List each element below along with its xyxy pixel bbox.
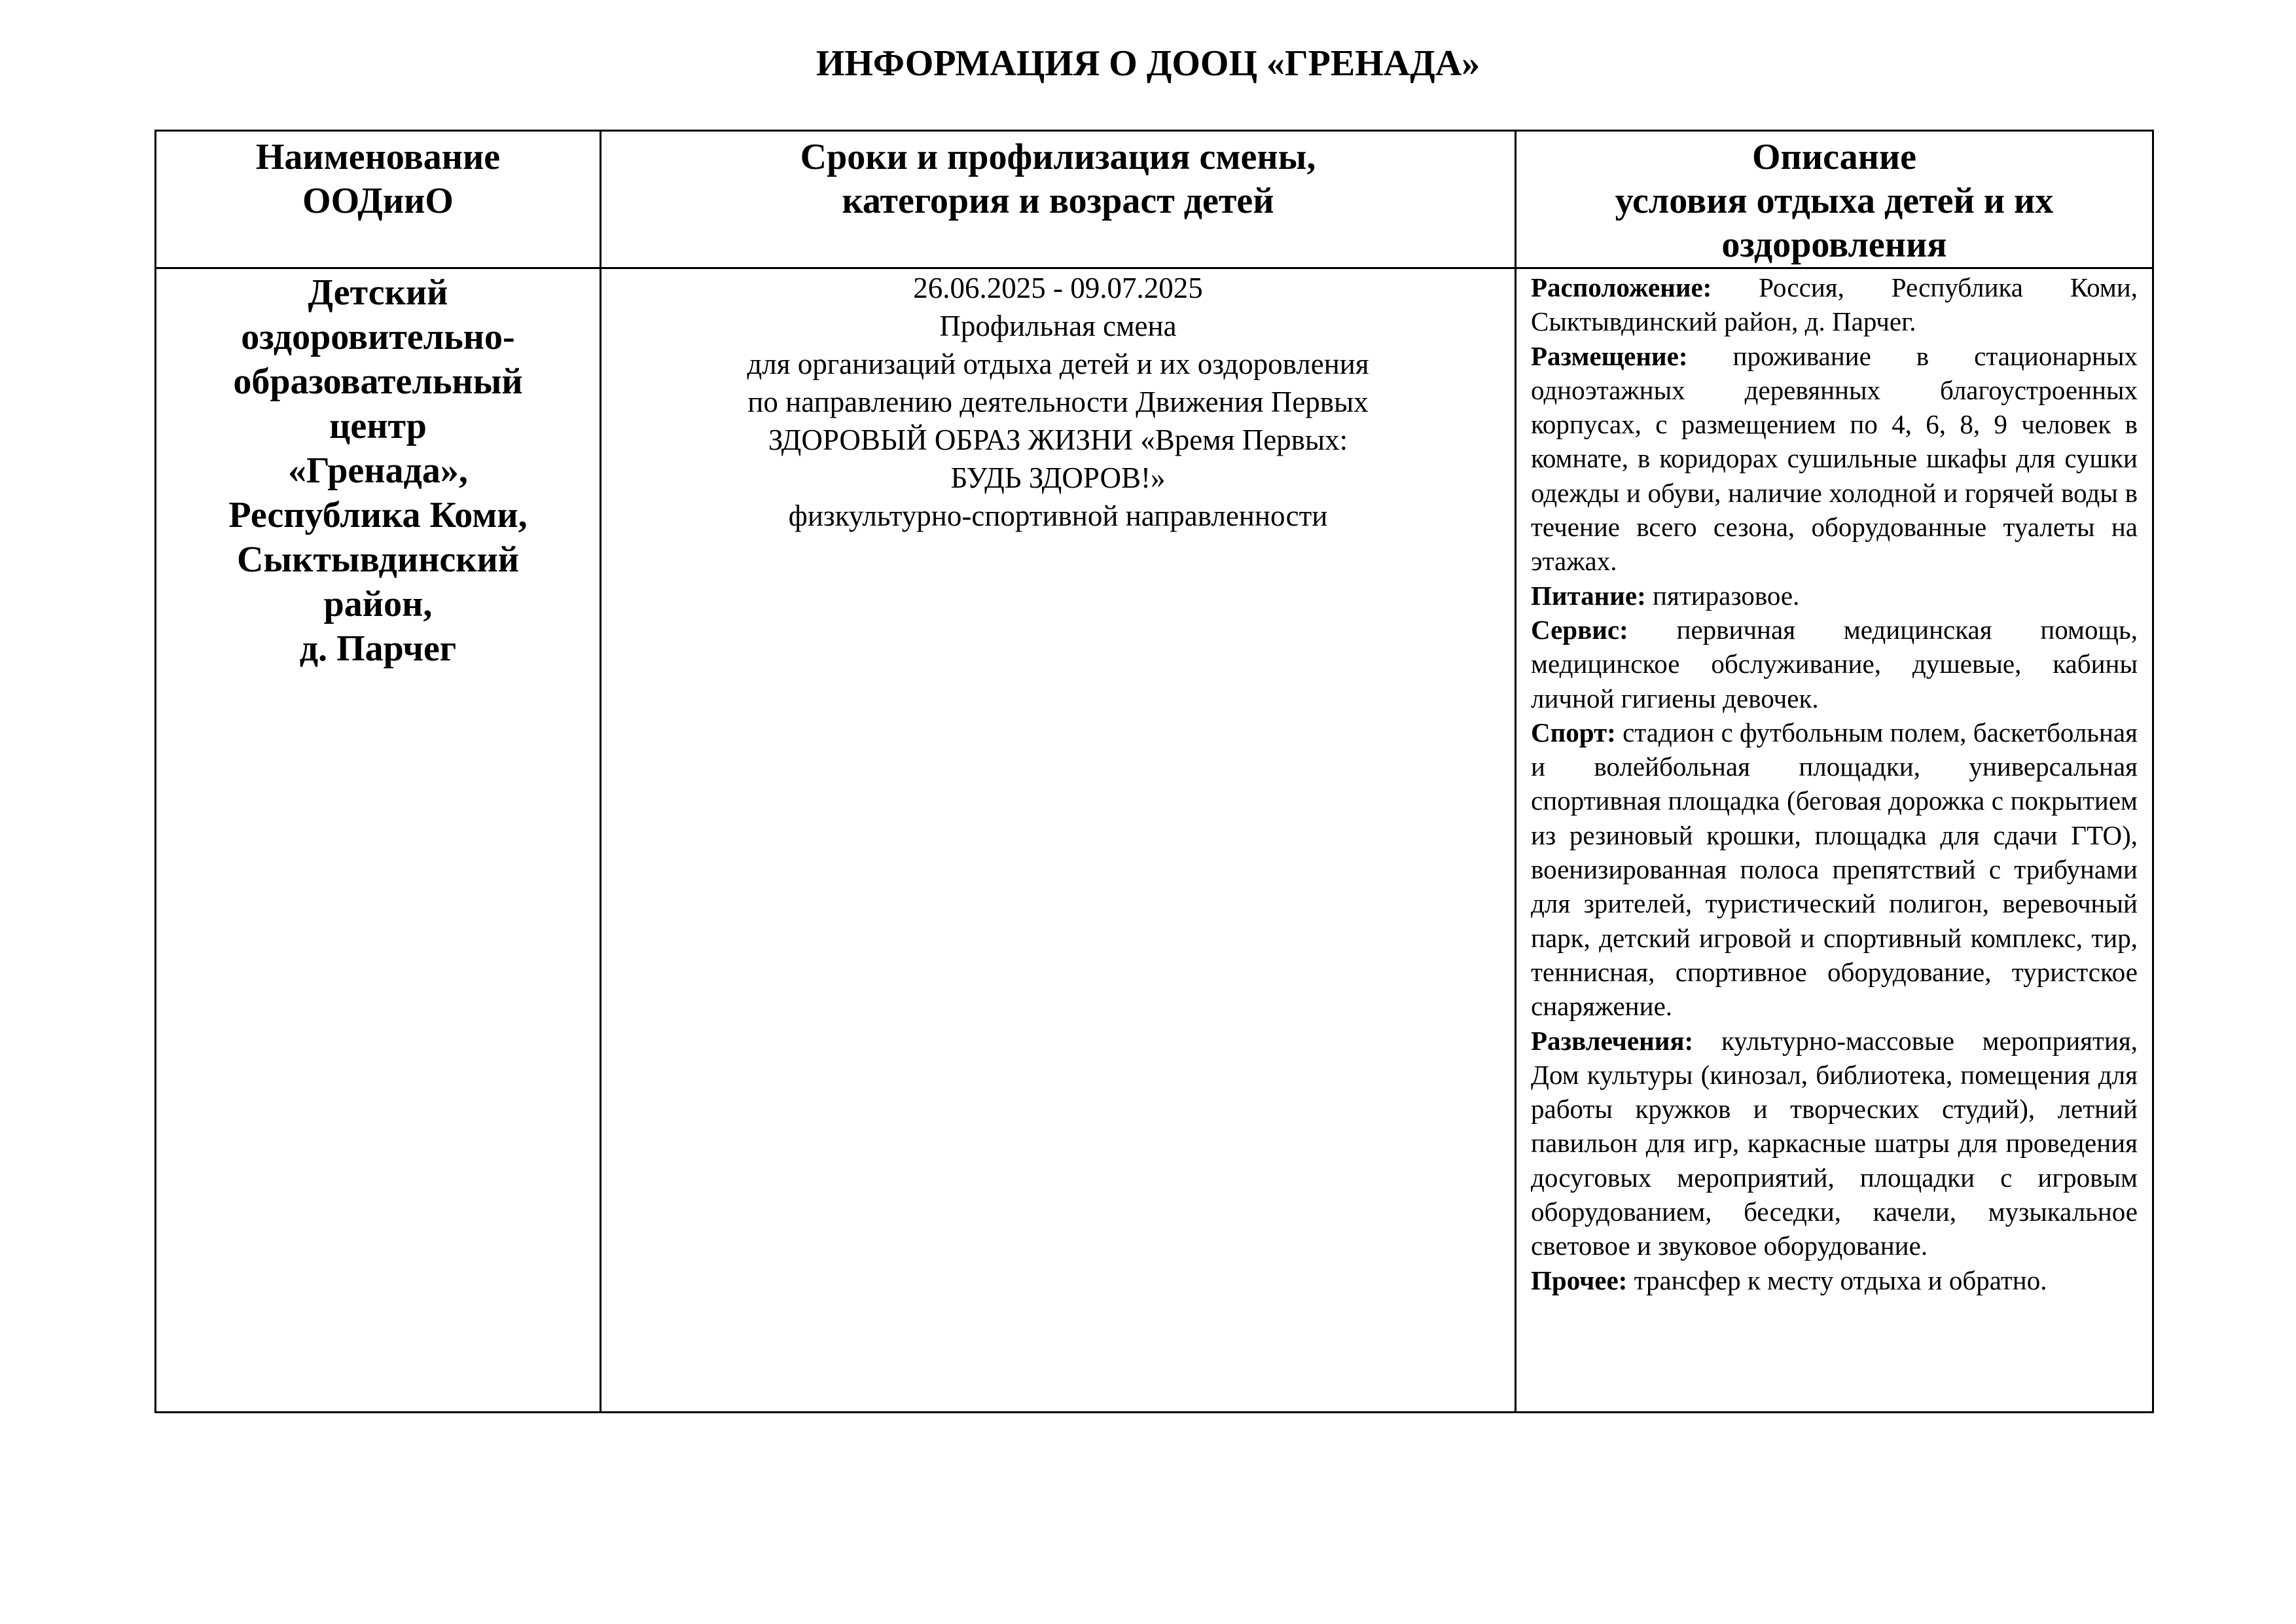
organization-name-cell — [156, 268, 601, 1413]
shift-info-line: ЗДОРОВЫЙ ОБРАЗ ЖИЗНИ «Время Первых: — [768, 424, 1348, 456]
header-name — [156, 131, 601, 268]
description-label: Размещение: — [1531, 340, 1688, 371]
organization-name-line: оздоровительно- — [241, 317, 515, 357]
header-description-line: оздоровления — [1721, 225, 1947, 265]
header-shift-line: Сроки и профилизация смены, — [800, 137, 1316, 177]
shift-info-line: для организаций отдыха детей и их оздоровления — [747, 348, 1369, 380]
description-sport — [1531, 715, 2138, 1024]
description-service — [1531, 613, 2138, 715]
header-name-line: Наименование — [255, 137, 501, 177]
shift-dates: 26.06.2025 - 09.07.2025 — [913, 272, 1203, 304]
table-header-row — [156, 131, 2153, 268]
description-label: Расположение: — [1531, 272, 1712, 302]
header-shift — [601, 131, 1516, 268]
description-text: трансфер к месту отдыха и обратно. — [1627, 1265, 2047, 1295]
organization-name-line: центр — [329, 406, 427, 446]
header-description-line: условия отдыха детей и их — [1615, 181, 2054, 221]
header-description-line: Описание — [1751, 137, 1916, 177]
description-label: Сервис: — [1531, 614, 1628, 645]
description-other — [1531, 1263, 2138, 1297]
description-food — [1531, 579, 2138, 613]
description-text: Россия, Республика Коми, Сыктывдинский район, д. Парчег. — [1531, 272, 2138, 337]
shift-info-line: Профильная смена — [939, 310, 1177, 342]
description-text: проживание в стационарных одноэтажных деревянных благоустроенных корпусах, с размещением по 4, 6, 8, 9 человек в комнате, в коридорах сушильные шкафы для сушки одежды и обуви, наличие холодной и горячей воды в течение всего сезона, оборудованные туалеты на этажах. — [1531, 340, 2138, 577]
organization-name-line: д. Парчег — [299, 628, 457, 669]
organization-name-line: Детский — [308, 272, 448, 313]
organization-name-line: «Гренада», — [288, 450, 468, 491]
description-label: Питание: — [1531, 580, 1646, 611]
page-title: ИНФОРМАЦИЯ О ДООЦ «ГРЕНАДА» — [816, 43, 1480, 84]
organization-name-line: Республика Коми, — [228, 495, 528, 535]
description-entertainment — [1531, 1024, 2138, 1263]
shift-info-cell — [601, 268, 1516, 1413]
shift-info-line: физкультурно-спортивной направленности — [788, 499, 1328, 532]
organization-name-line: Сыктывдинский — [236, 539, 520, 580]
description-cell — [1516, 268, 2153, 1413]
header-shift-line: категория и возраст детей — [842, 181, 1274, 221]
header-name-line: ООДииО — [302, 181, 454, 221]
description-label: Развлечения: — [1531, 1025, 1694, 1056]
shift-info-line: по направлению деятельности Движения Первых — [747, 386, 1369, 418]
description-location — [1531, 270, 2138, 339]
description-label: Прочее: — [1531, 1265, 1628, 1295]
organization-name-line: образовательный — [233, 361, 523, 402]
description-text: культурно-массовые мероприятия, Дом культуры (кинозал, библиотека, помещения для работы кружков и творческих студий), летний павильон для игр, каркасные шатры для проведения досуговых мероприятий, площадки с игровым оборудованием, беседки, качели, музыкальное световое и звуковое оборудование. — [1531, 1025, 2138, 1261]
description-accommodation — [1531, 339, 2138, 579]
table-row — [156, 268, 2153, 1413]
organization-name-line: район, — [323, 584, 433, 624]
description-label: Спорт: — [1531, 717, 1616, 748]
description-text: стадион с футбольным полем, баскетбольная и волейбольная площадки, универсальная спортивная площадка (беговая дорожка с покрытием из резиновый крошки, площадка для сдачи ГТО), военизированная полоса препятствий с трибунами для зрителей, туристический полигон, веревочный парк, детский игровой и спортивный комплекс, тир, теннисная, спортивное оборудование, туристское снаряжение. — [1531, 717, 2138, 1022]
shift-info-line: БУДЬ ЗДОРОВ!» — [950, 461, 1166, 494]
info-table — [154, 130, 2154, 1413]
description-text: пятиразовое. — [1645, 580, 1800, 611]
description-text: первичная медицинская помощь, медицинское обслуживание, душевые, кабины личной гигиены девочек. — [1531, 614, 2138, 713]
header-description — [1516, 131, 2153, 268]
